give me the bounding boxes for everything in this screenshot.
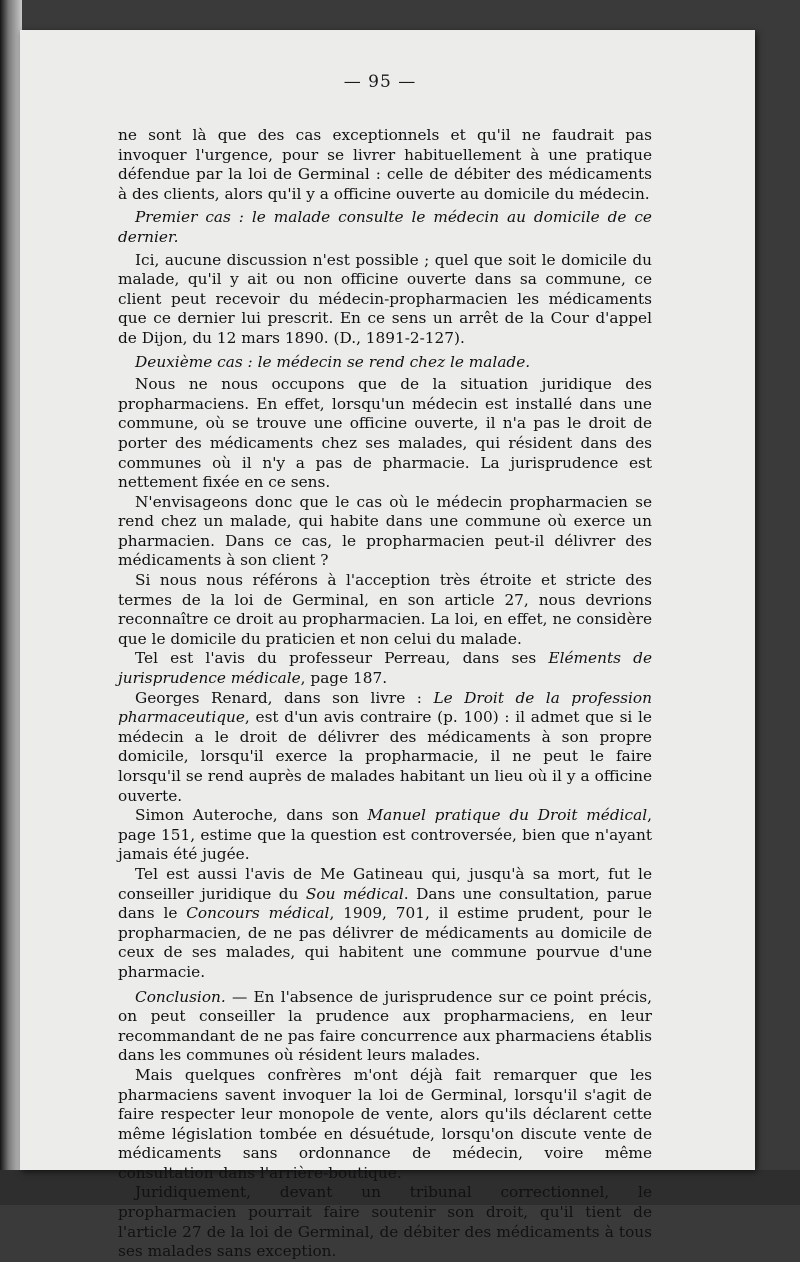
section-heading: Deuxième cas : le médecin se rend chez le malade.: [135, 352, 531, 371]
paragraph: Mais quelques confrères m'ont déjà fait remarquer que les pharmaciens savent invoquer la loi de Germinal, lorsqu'il s'agit de faire respecter leur monopole de vente, alors qu'ils déclarent cette même législation tombée en désuétude, lorsqu'on discute vente de médicaments sans ordonnance de médecin, voire même consultation dans l'arrière-boutique.: [118, 1065, 652, 1182]
publication-title: Concours médical: [186, 904, 330, 923]
section-heading: Premier cas : le malade consulte le médecin au domicile de ce dernier.: [118, 208, 652, 246]
text-run: , page 187.: [300, 669, 388, 688]
page-left-shadow: [0, 0, 22, 1205]
paragraph: Si nous nous référons à l'acception très étroite et stricte des termes de la loi de Germinal, en son article 27, nous devrions reconnaître ce droit au propharmacien. La loi, en effet, ne considère que le domicile du praticien et non celui du malade.: [118, 571, 652, 648]
text-run: , 1909, 701, il estime prudent, pour le propharmacien, de ne pas délivrer de médicaments au domicile de ceux de ses malades, qui habitent une commune pourvue d'une pharmacie.: [118, 904, 652, 981]
publication-title: Sou médical: [305, 884, 404, 903]
book-title: Manuel pratique du Droit médical: [367, 806, 648, 825]
text-run: Tel est aussi l'avis de Me Gatineau qui, jusqu'à sa mort, fut le conseiller juridique du: [118, 864, 652, 903]
page-number: — 95 —: [343, 72, 417, 92]
paragraph: [118, 806, 652, 865]
conclusion-label: Conclusion.: [135, 987, 226, 1006]
paragraph: Ici, aucune discussion n'est possible ; quel que soit le domicile du malade, qu'il y ait ou non officine ouverte dans sa commune, ce client peut recevoir du médecin-propharmacien les médicaments que ce dernier lui prescrit. En ce sens un arrêt de la Cour d'appel de Dijon, du 12 mars 1890. (D., 1891-2-127).: [118, 250, 652, 347]
book-title: Le Droit de la profession pharmaceutique: [118, 688, 652, 727]
paragraph: [118, 988, 652, 1066]
text-run: , est d'un avis contraire (p. 100) : il admet que si le médecin a le droit de délivrer des médicaments à son propre domicile, lorsqu'il exerce la propharmacie, il ne peut le faire lorsqu'il se rend auprès de malades habitant un lieu où il y a officine ouverte.: [118, 708, 652, 805]
paragraph: N'envisageons donc que le cas où le médecin propharmacien se rend chez un malade, qui habite dans une commune où exerce un pharmacien. Dans ce cas, le propharmacien peut-il délivrer des médicaments à son client ?: [118, 492, 652, 570]
paragraph: [118, 689, 652, 807]
text-run: . Dans une consultation, parue dans le: [118, 884, 652, 923]
paragraph: Nous ne nous occupons que de la situation juridique des propharmaciens. En effet, lorsqu'un médecin est installé dans une commune, où se trouve une officine ouverte, il n'a pas le droit de porter des médicaments chez ses malades, qui résident dans des communes où il n'y a pas de pharmacie. La jurisprudence est nettement fixée en ce sens.: [118, 375, 652, 492]
paragraph: Juridiquement, devant un tribunal correctionnel, le propharmacien pourrait faire soutenir son droit, qu'il tient de l'article 27 de la loi de Germinal, de débiter des médicaments à tous ses malades sans exception.: [118, 1183, 652, 1261]
body-text: [118, 126, 652, 1262]
book-title: Eléments de jurisprudence médicale: [118, 649, 652, 688]
text-run: — En l'absence de jurisprudence sur ce point précis, on peut conseiller la prudence aux propharmaciens, en leur recommandant de ne pas faire concurrence aux pharmaciens établis dans les communes où résident leurs malades.: [118, 987, 652, 1065]
paragraph: [118, 865, 652, 983]
paragraph: [118, 649, 652, 688]
text-run: Simon Auteroche, dans son: [135, 806, 368, 825]
text-run: , page 151, estime que la question est controversée, bien que n'ayant jamais été jugée.: [118, 806, 652, 864]
text-run: Tel est l'avis du professeur Perreau, dans ses: [135, 649, 549, 668]
paragraph: ne sont là que des cas exceptionnels et qu'il ne faudrait pas invoquer l'urgence, pour se livrer habituellement à une pratique défendue par la loi de Germinal : celle de débiter des médicaments à des clients, alors qu'il y a officine ouverte au domicile du médecin.: [118, 126, 652, 203]
text-run: Georges Renard, dans son livre :: [135, 688, 434, 707]
